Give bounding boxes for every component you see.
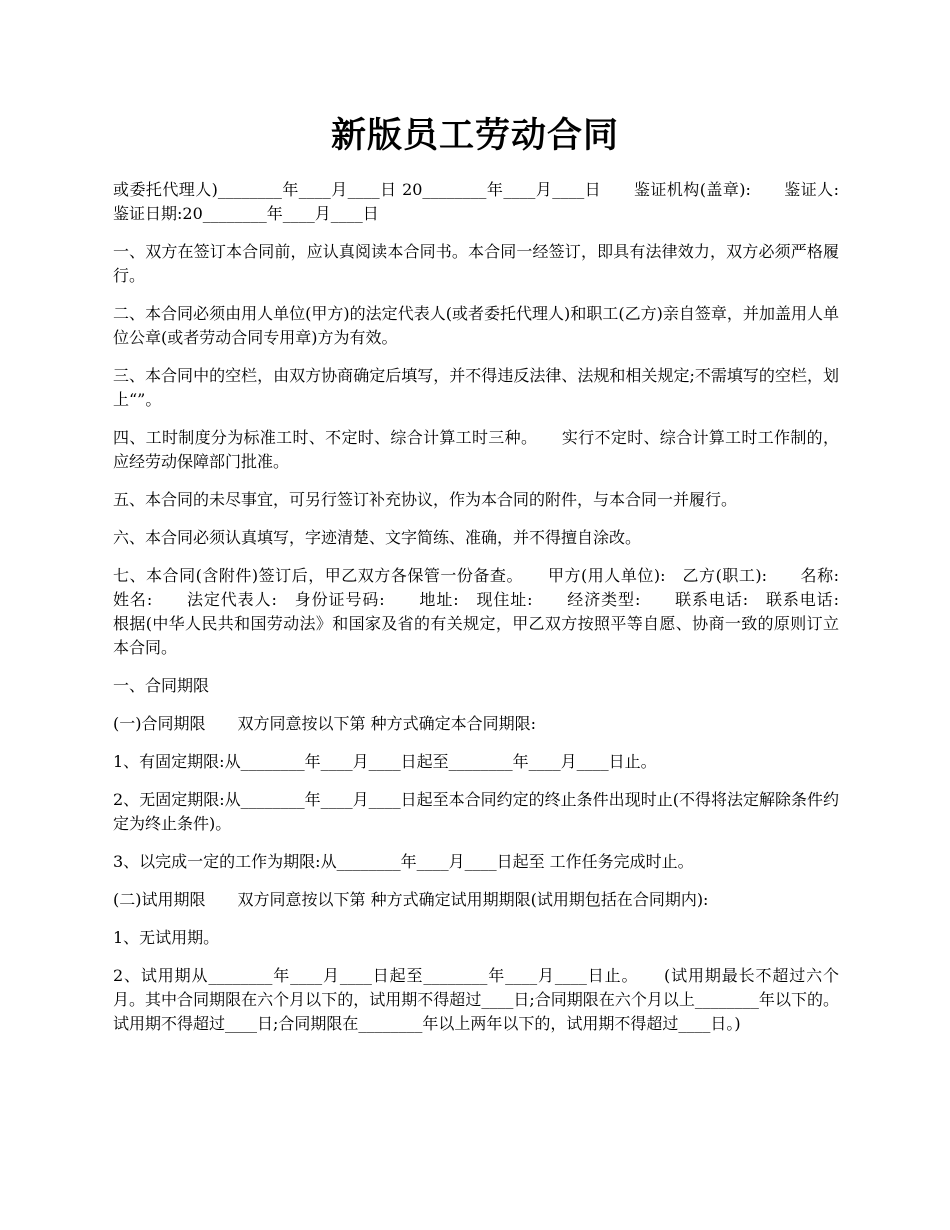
paragraph-note-2: 二、本合同必须由用人单位(甲方)的法定代表人(或者委托代理人)和职工(乙方)亲自签章，并加盖用人单位公章(或者劳动合同专用章)方为有效。	[113, 304, 839, 347]
subsection-probation: (二)试用期限 双方同意按以下第 种方式确定试用期期限(试用期包括在合同期内):	[113, 890, 709, 909]
paragraph-note-7-parties: 七、本合同(含附件)签订后，甲乙双方各保管一份备查。 甲方(用人单位): 乙方(职工): 名称: 姓名: 法定代表人: 身份证号码: 地址: 现住址: 经济类型: 联系电话: 联系电话: 根据(中华人民共和国劳动法》和国家及省的有关规定，甲乙双方按照平等自愿、协商一致的原则订立本合同。	[113, 566, 872, 657]
document-body	[113, 178, 888, 1050]
paragraph-note-3: 三、本合同中的空栏，由双方协商确定后填写，并不得违反法律、法规和相关规定;不需填写的空栏，划上“”。	[113, 366, 839, 409]
clause-open-term: 2、无固定期限:从________年____月____日起至本合同约定的终止条件出现时止(不得将法定解除条件约定为终止条件)。	[113, 790, 839, 833]
paragraph-note-4: 四、工时制度分为标准工时、不定时、综合计算工时三种。 实行不定时、综合计算工时工作制的，应经劳动保障部门批准。	[113, 428, 839, 471]
clause-fixed-term: 1、有固定期限:从________年____月____日起至________年____月____日止。	[113, 752, 657, 771]
subsection-contract-term: (一)合同期限 双方同意按以下第 种方式确定本合同期限:	[113, 714, 536, 733]
paragraph-note-6: 六、本合同必须认真填写，字迹清楚、文字简练、准确，并不得擅自涂改。	[113, 528, 642, 547]
paragraph-note-1: 一、双方在签订本合同前，应认真阅读本合同书。本合同一经签订，即具有法律效力，双方必须严格履行。	[113, 242, 839, 285]
paragraph-note-5: 五、本合同的未尽事宜，可另行签订补充协议，作为本合同的附件，与本合同一并履行。	[113, 490, 738, 509]
paragraph-signature-block: 或委托代理人)________年____月____日 20________年____月____日 鉴证机构(盖章): 鉴证人: 鉴证日期:20________年____月____日	[113, 180, 888, 223]
clause-no-probation: 1、无试用期。	[113, 928, 220, 947]
clause-task-term: 3、以完成一定的工作为期限:从________年____月____日起至 工作任务完成时止。	[113, 852, 694, 871]
document-title: 新版员工劳动合同	[330, 115, 619, 156]
clause-probation-period: 2、试用期从________年____月____日起至________年____月____日止。 (试用期最长不超过六个月。其中合同期限在六个月以下的，试用期不得超过____日;合同期限在六个月以上________年以下的。试用期不得超过____日;合同期限在________年以上两年以下的，试用期不得超过____日。)	[113, 966, 839, 1033]
section-heading-contract-term: 一、合同期限	[113, 676, 210, 695]
